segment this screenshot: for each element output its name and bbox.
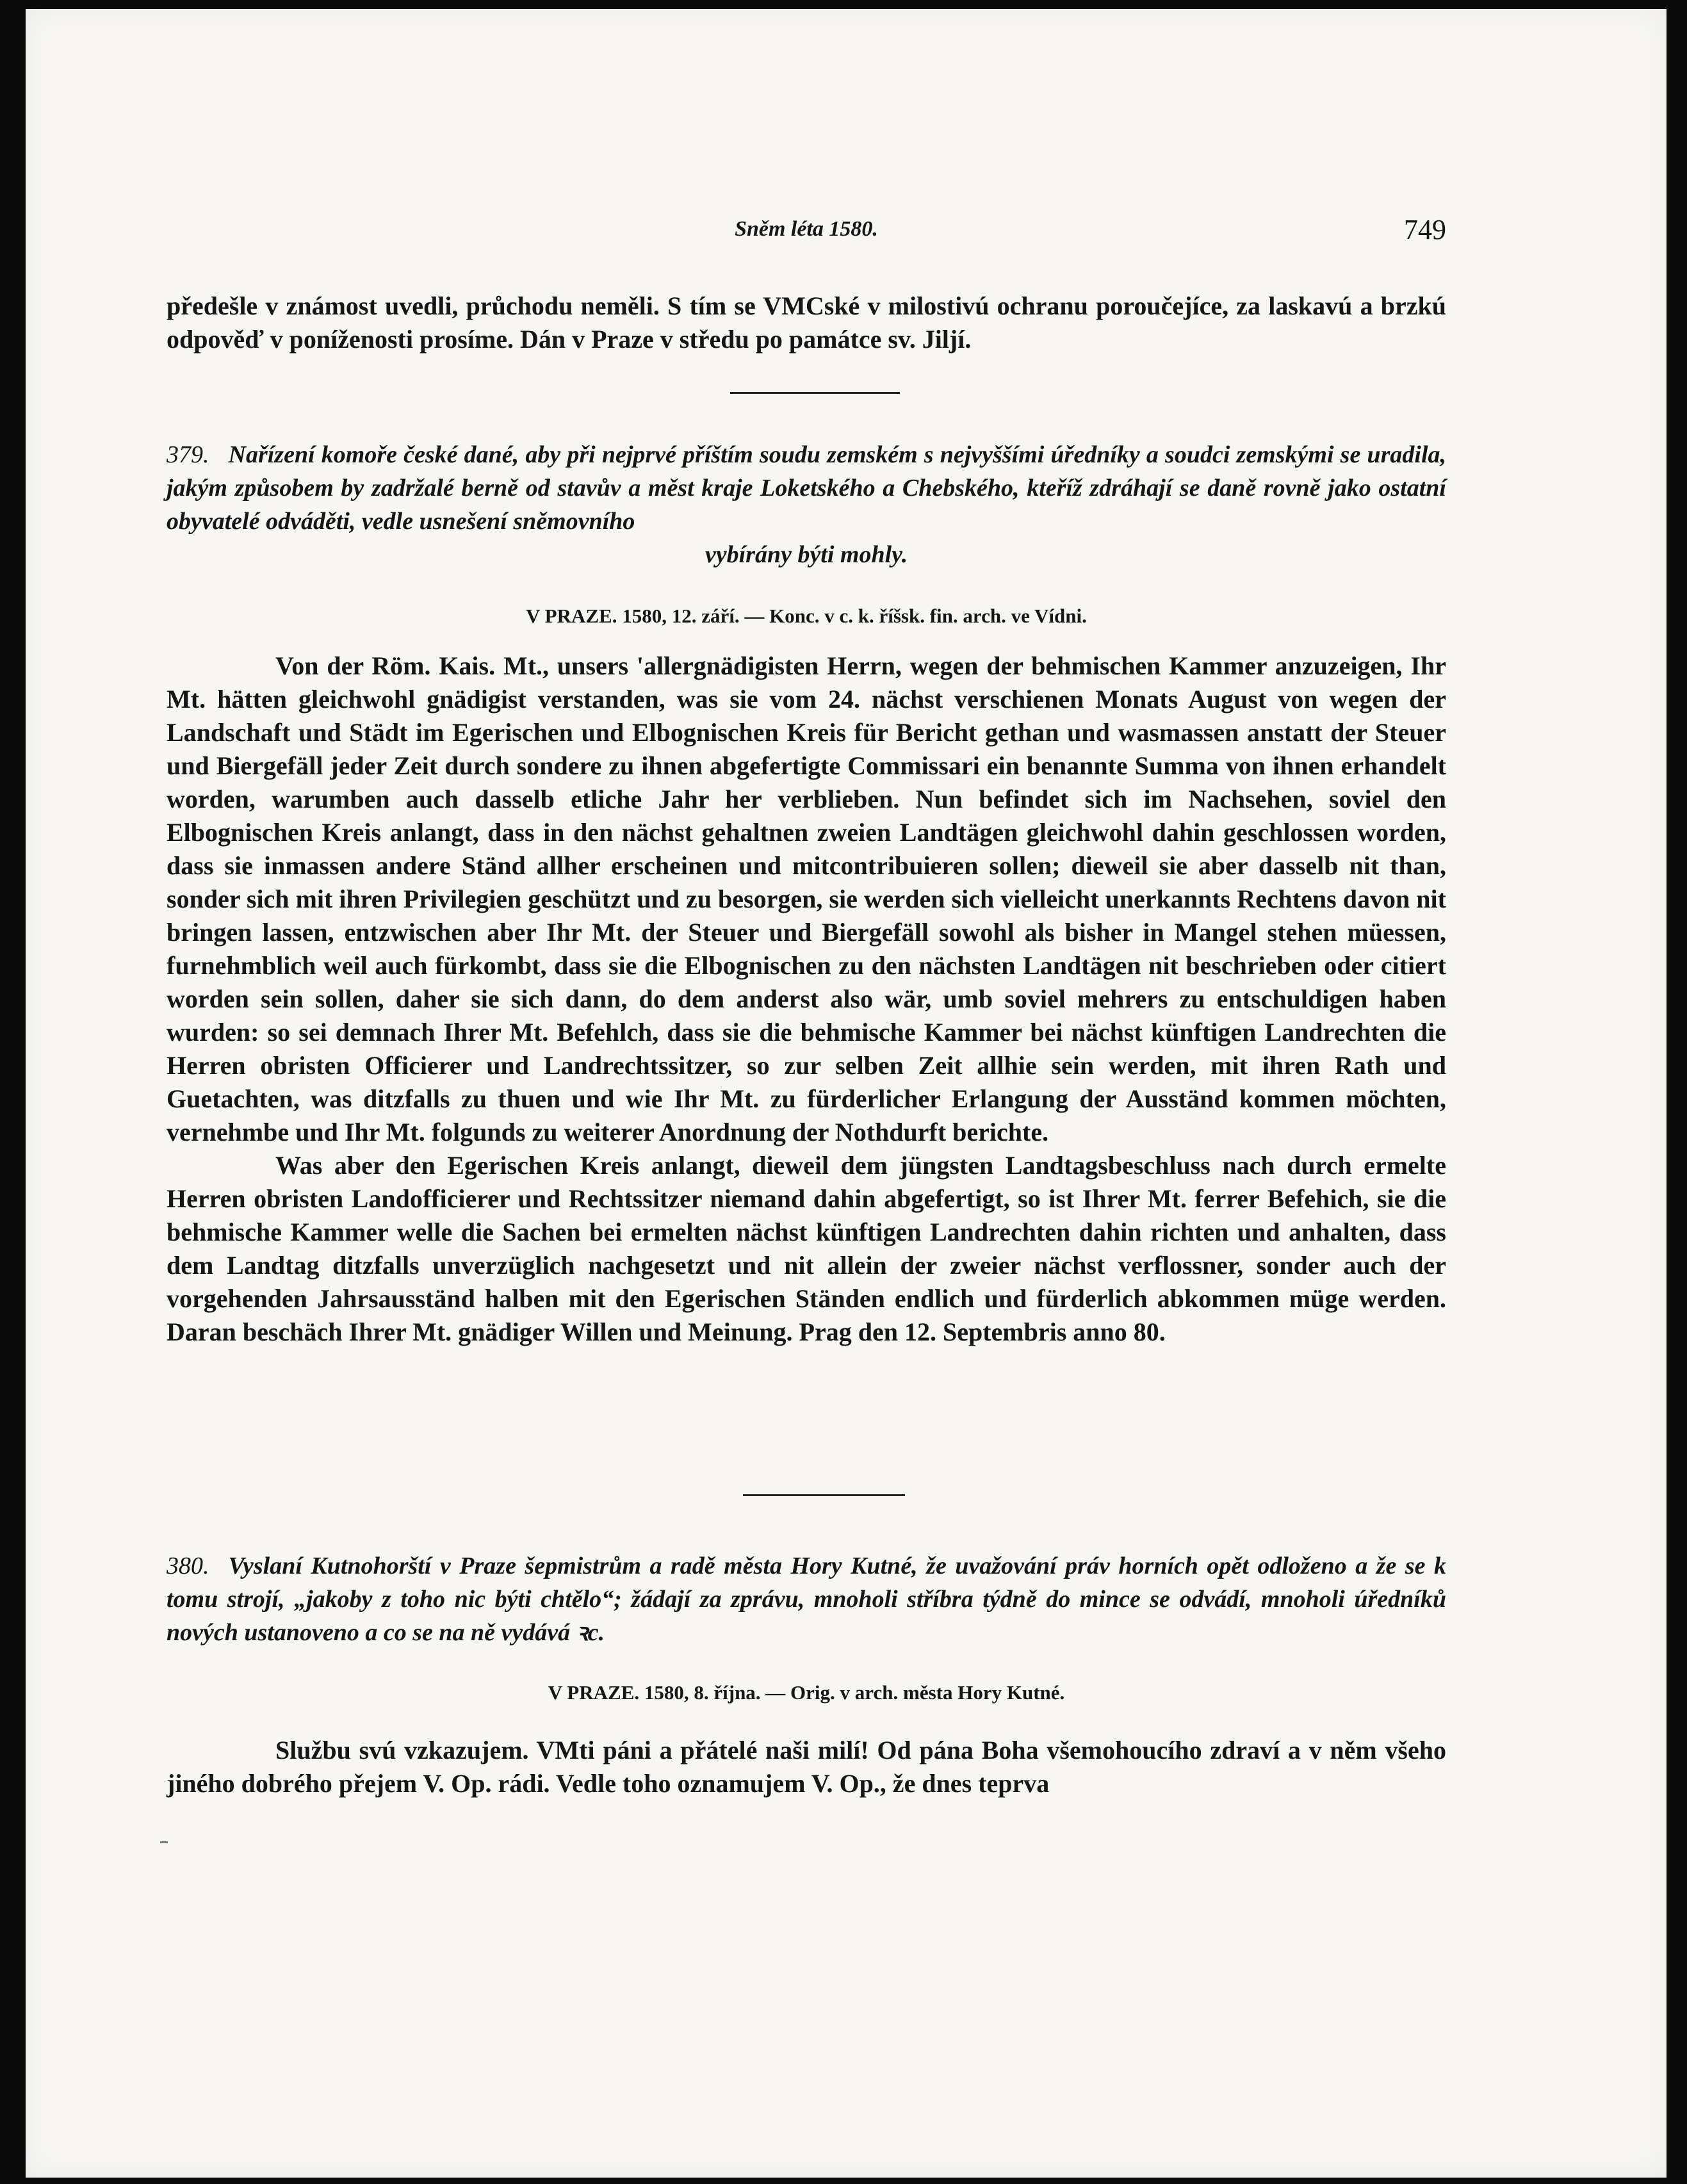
document-380-source: V PRAZE. 1580, 8. října. — Orig. v arch. města Hory Kutné. xyxy=(548,1681,1065,1704)
section-divider xyxy=(743,1494,905,1496)
continuation-paragraph: předešle v známost uvedli, průchodu neměli. S tím se VMCské v milostivú ochranu poroučejíce, za laskavú a brzkú odpověď v poníženosti prosíme. Dán v Praze v středu po památce sv. Jiljí. xyxy=(167,291,1446,354)
document-379-number: 379. xyxy=(167,441,209,468)
document-379-heading xyxy=(167,438,1446,571)
document-379-paragraph-1: Von der Röm. Kais. Mt., unsers 'allergnädigisten Herrn, wegen der behmischen Kammer anzuzeigen, Ihr Mt. hätten gleichwohl gnädigist verstanden, was sie vom 24. nächst verschienen Monats August von wegen der Landschaft und Städt im Egerischen und Elbognischen Kreis für Bericht gethan und wasmassen anstatt der Steuer und Biergefäll jeder Zeit durch sondere zu ihnen abgefertigte Commissari ein benannte Summa von ihnen erhandelt worden, warumben auch dasselb etliche Jahr her verblieben. Nun befindet sich im Nachsehen, soviel den Elbognischen Kreis anlangt, dass in den nächst gehaltnen zweien Landtägen gleichwohl dahin geschlossen worden, dass sie inmassen andere Ständ allher erscheinen und mitcontribuieren sollen; dieweil sie aber dasselb nit than, sonder sich mit ihren Privilegien geschützt und zu besorgen, sie werden sich vielleicht unerkannts Rechtens davon nit bringen lassen, entzwischen aber Ihr Mt. der Steuer und Biergefäll sowohl als bisher in Mangel stehen müessen, furnehmblich weil auch fürkombt, dass sie die Elbognischen zu den nächsten Landtägen nit beschrieben oder citiert worden sein sollen, daher sie sich dann, do dem anderst also wär, umb soviel mehrers zu entschuldigen haben wurden: so sei demnach Ihrer Mt. Befehlch, dass sie die behmische Kammer bei nächst künftigen Landrechten die Herren obristen Officierer und Landrechtssitzer, so zur selben Zeit allhie sein werden, mit ihren Rath und Guetachten, was ditzfalls zu thuen und wie Ihr Mt. zu fürderlicher Erlangung der Ausständ kommen möchten, vernehmbe und Ihr Mt. folgunds zu weiterer Anordnung der Nothdurft berichte. xyxy=(167,651,1446,1146)
running-title: Sněm léta 1580. xyxy=(735,217,878,241)
section-divider xyxy=(730,392,900,394)
document-379-heading-text: Nařízení komoře české dané, aby při nejprvé příštím soudu zemském s nejvyššími úředníky a soudci zemskými se uradila, jakým způsobem by zadržalé berně od stavův a měst kraje Loketského a Chebského, kteříž zdráhají se daně rovně jako ostatní obyvatelé odváděti, vedle usnešení sněmovního xyxy=(167,441,1446,535)
page-number: 749 xyxy=(1404,214,1446,245)
document-379-paragraph-2: Was aber den Egerischen Kreis anlangt, dieweil dem jüngsten Landtagsbeschluss nach durch ermelte Herren obristen Landofficierer und Rechtssitzer niemand dahin abgefertigt, so ist Ihrer Mt. ferrer Befehich, sie die behmische Kammer welle die Sachen bei ermelten nächst künftigen Landrechten dahin richten und anhalten, dass dem Landtag ditzfalls unverzüglich nachgesetzt und nit allein der zweier nächst verflossner, sonder auch der vorgehenden Jahrsausständ halben mit den Egerischen Ständen endlich und fürderlich abkommen müge werden. Daran beschäch Ihrer Mt. gnädiger Willen und Meinung. Prag den 12. Septembris anno 80. xyxy=(167,1151,1446,1346)
document-380-paragraph: Službu svú vzkazujem. VMti páni a přátelé naši milí! Od pána Boha všemohoucího zdraví a v něm všeho jiného dobrého přejem V. Op. rádi. Vedle toho oznamujem V. Op., že dnes teprva xyxy=(167,1736,1446,1798)
document-379-heading-last-line: vybírány býti mohly. xyxy=(705,541,908,568)
document-379-body xyxy=(167,649,1446,1349)
document-380-body xyxy=(167,1734,1446,1800)
document-380-number: 380. xyxy=(167,1552,209,1579)
document-379-source: V PRAZE. 1580, 12. září. — Konc. v c. k. říšsk. fin. arch. ve Vídni. xyxy=(526,605,1087,627)
document-380-heading xyxy=(167,1549,1446,1649)
running-header xyxy=(167,214,1446,256)
document-page xyxy=(26,9,1667,2178)
document-380-heading-text: Vyslaní Kutnohorští v Praze šepmistrům a radě města Hory Kutné, že uvažování práv horních opět odloženo a že se k tomu strojí, „jakoby z toho nic býti chtělo“; žádají za zprávu, mnoholi stříbra týdně do mince se odvádí, mnoholi úředníků nových ustanoveno a co se na ně vydává ꝛc. xyxy=(167,1552,1446,1646)
margin-mark xyxy=(160,1841,168,1843)
